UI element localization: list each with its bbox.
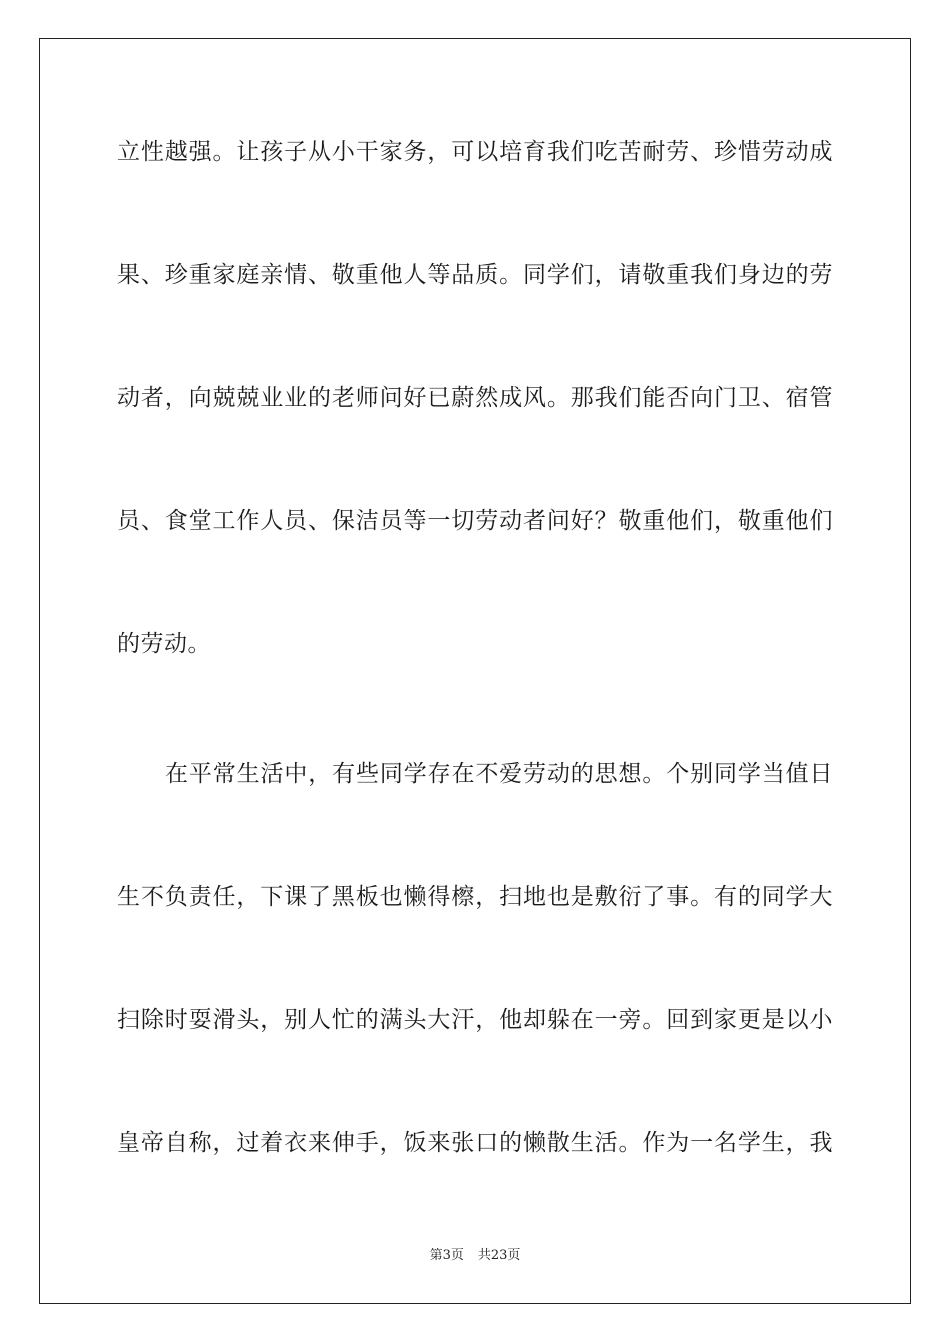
- body-text-line-7: 生不负责任，下课了黑板也懒得檫，扫地也是敷衍了事。有的同学大: [117, 884, 833, 910]
- body-text-line-2: 果、珍重家庭亲情、敬重他人等品质。同学们，请敬重我们身边的劳: [117, 262, 833, 288]
- body-text-line-3: 动者，向兢兢业业的老师问好已蔚然成风。那我们能否向门卫、宿管: [117, 385, 833, 411]
- body-text-line-8: 扫除时耍滑头，别人忙的满头大汗，他却躲在一旁。回到家更是以小: [117, 1007, 833, 1033]
- body-text-line-9: 皇帝自称，过着衣来伸手，饭来张口的懒散生活。作为一名学生，我: [117, 1130, 833, 1156]
- body-text-line-6-paragraph-start: 在平常生活中，有些同学存在不爱劳动的思想。个别同学当值日: [165, 761, 833, 787]
- page-footer: [0, 1247, 950, 1265]
- total-pages: 共23页: [477, 1248, 521, 1263]
- body-text-line-4: 员、食堂工作人员、保洁员等一切劳动者问好？敬重他们，敬重他们: [117, 508, 833, 534]
- page-number: 第3页: [429, 1248, 464, 1263]
- body-text-line-1: 立性越强。让孩子从小干家务，可以培育我们吃苦耐劳、珍惜劳动成: [117, 139, 833, 165]
- body-text-line-5: 的劳动。: [117, 631, 211, 657]
- page-border: [39, 38, 911, 1304]
